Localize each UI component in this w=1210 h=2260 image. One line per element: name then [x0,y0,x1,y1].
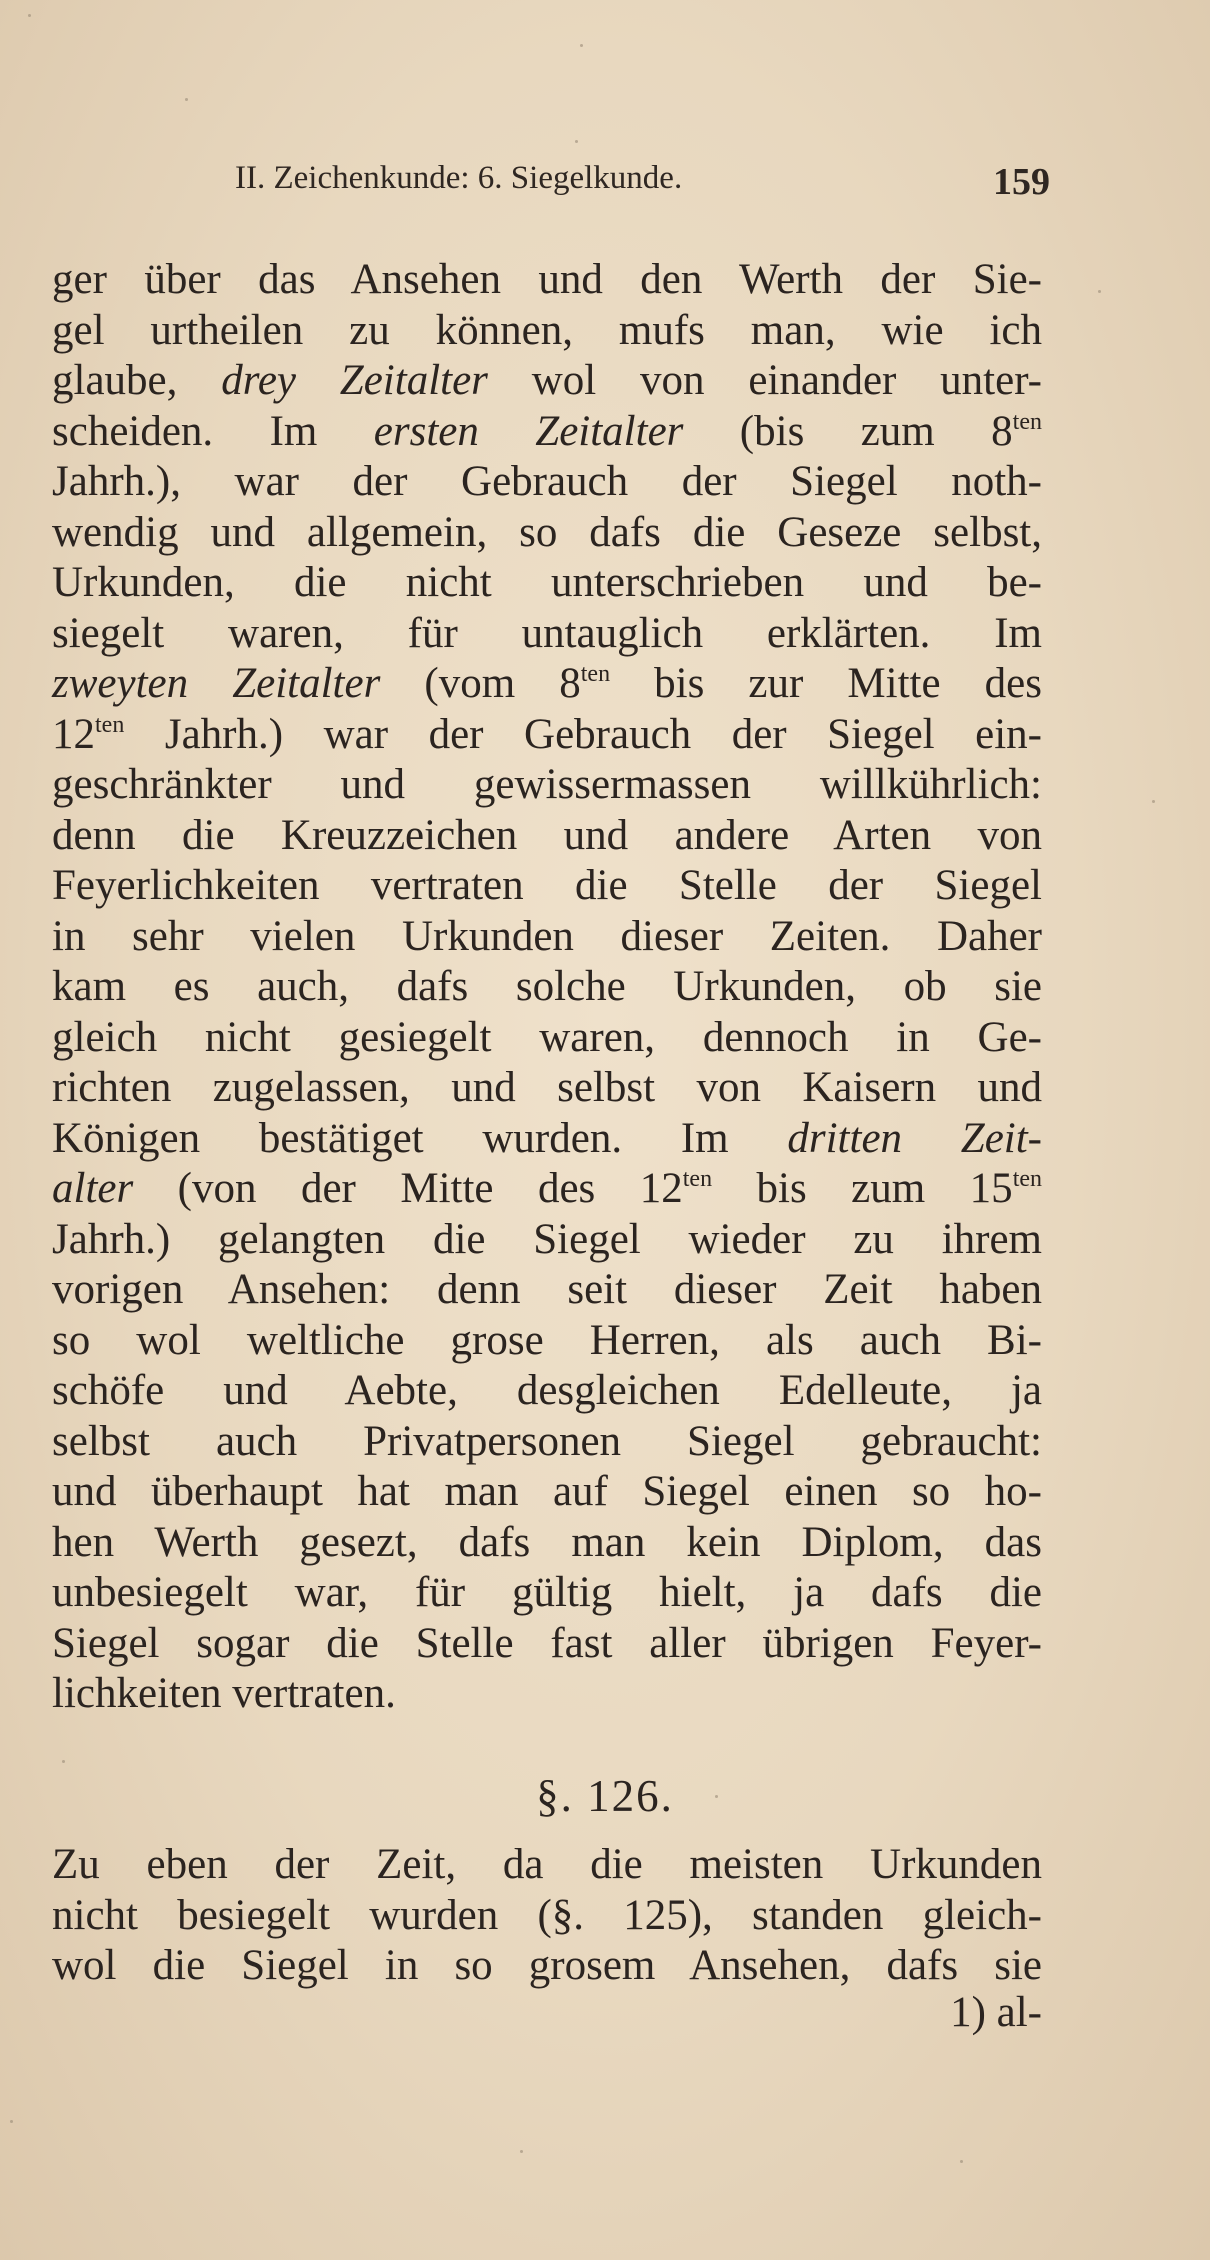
italic-phrase: zweyten Zeitalter [52,660,381,707]
text-run: bis zum 15 [712,1165,1013,1212]
text-run: Jahrh.) war der Gebrauch der Siegel ein- [124,710,1042,758]
superscript: ten [682,1166,713,1192]
text-line [52,962,1042,1013]
text-run: und überhaupt hat man auf Siegel einen so ho- [52,1468,1042,1515]
text-line [52,1316,1042,1367]
text-line [52,457,1042,508]
running-header [235,160,1050,210]
text-run: scheiden. Im [52,407,374,455]
running-title: II. Zeichenkunde: 6. Siegelkunde. [235,160,683,196]
paper-speck [62,1760,65,1763]
text-line [52,1417,1042,1468]
text-line [52,811,1042,862]
catchword: 1) al- [950,1989,1042,2036]
page-number: 159 [993,161,1050,203]
paper-speck [1152,800,1155,803]
superscript: ten [95,711,125,738]
text-run: Feyerlichkeiten vertraten die Stelle der Siegel [52,862,1042,909]
text-run: lichkeiten vertraten. [52,1670,396,1717]
italic-phrase: ersten Zeitalter [373,407,684,455]
italic-phrase: dritten Zeit- [787,1114,1043,1162]
section-heading: §. 126. [536,1771,674,1821]
text-run: wol von einander unter- [487,357,1042,404]
text-line [52,1013,1042,1064]
text-run: Siegel sogar die Stelle fast aller übrigen Feyer- [52,1619,1042,1667]
text-line [52,356,1042,407]
paper-speck [960,2160,963,2163]
text-run: Urkunden, die nicht unterschrieben und be- [52,559,1042,606]
text-line [52,255,1042,306]
text-line [52,1568,1042,1619]
text-line [52,306,1042,357]
text-run: kam es auch, dafs solche Urkunden, ob sie [52,963,1042,1010]
paper-speck [520,2150,523,2153]
text-run: (von der Mitte des 12 [133,1165,683,1212]
text-line [52,1164,1042,1215]
text-run: Jahrh.), war der Gebrauch der Siegel noth- [52,458,1042,505]
paper-speck [580,44,583,47]
superscript: ten [1012,1166,1043,1192]
text-line [52,1265,1042,1316]
text-run: gleich nicht gesiegelt waren, dennoch in Ge- [52,1013,1042,1061]
text-run: (bis zum 8 [683,407,1013,455]
text-line [52,1366,1042,1417]
text-line [52,912,1042,963]
italic-phrase: alter [52,1165,134,1212]
text-line [52,760,1042,811]
text-run: nicht besiegelt wurden (§. 125), standen gleich- [52,1891,1042,1939]
text-run: Jahrh.) gelangten die Siegel wieder zu ihrem [52,1215,1042,1263]
text-line [52,1619,1042,1670]
text-run: ger über das Ansehen und den Werth der Sie- [52,256,1042,303]
text-run: unbesiegelt war, für gültig hielt, ja dafs die [52,1569,1042,1616]
text-run: wol die Siegel in so grosem Ansehen, dafs sie [52,1942,1042,1989]
paper-speck [715,1795,718,1798]
paper-speck [575,140,578,143]
text-line [52,710,1042,761]
text-line [52,1941,1042,1992]
text-run: Königen bestätiget wurden. Im [52,1114,788,1162]
paragraph-section-126 [52,1840,1042,1992]
text-line [52,1840,1042,1891]
text-run: selbst auch Privatpersonen Siegel gebraucht: [52,1417,1042,1465]
text-run: vorigen Ansehen: denn seit dieser Zeit haben [52,1266,1042,1313]
text-line [52,1215,1042,1266]
text-run: geschränkter und gewissermassen willkührlich: [52,761,1042,808]
text-line [52,1467,1042,1518]
text-run: (vom 8 [380,660,581,707]
text-run: schöfe und Aebte, desgleichen Edelleute, ja [52,1367,1042,1414]
paper-speck [185,98,188,101]
text-run: 12 [52,710,95,758]
text-line [52,1518,1042,1569]
text-run: siegelt waren, für untauglich erklärten. Im [52,609,1042,657]
text-line [52,609,1042,660]
text-run: denn die Kreuzzeichen und andere Arten von [52,811,1042,859]
text-run: richten zugelassen, und selbst von Kaisern und [52,1064,1042,1111]
text-line [52,861,1042,912]
text-line [52,659,1042,710]
paper-speck [1098,290,1101,293]
paper-speck [10,2120,13,2123]
text-run: in sehr vielen Urkunden dieser Zeiten. Daher [52,912,1042,960]
italic-phrase: drey Zeitalter [221,357,488,404]
text-run: so wol weltliche grose Herren, als auch Bi- [52,1316,1042,1364]
text-run: glaube, [52,357,222,404]
text-run: bis zur Mitte des [610,660,1042,707]
text-run: hen Werth gesezt, dafs man kein Diplom, das [52,1518,1042,1566]
text-run: Zu eben der Zeit, da die meisten Urkunden [52,1841,1042,1888]
superscript: ten [580,661,611,687]
text-line [52,558,1042,609]
superscript: ten [1012,408,1042,435]
text-line [52,1114,1042,1165]
text-line [52,508,1042,559]
text-line [52,1063,1042,1114]
paragraph-seal-ages [52,255,1042,1720]
paper-speck [28,14,31,17]
text-run: wendig und allgemein, so dafs die Geseze selbst, [52,508,1042,556]
text-line [52,1891,1042,1942]
text-run: gel urtheilen zu können, mufs man, wie ich [52,306,1042,354]
text-line [52,407,1042,458]
text-line [52,1669,1042,1720]
